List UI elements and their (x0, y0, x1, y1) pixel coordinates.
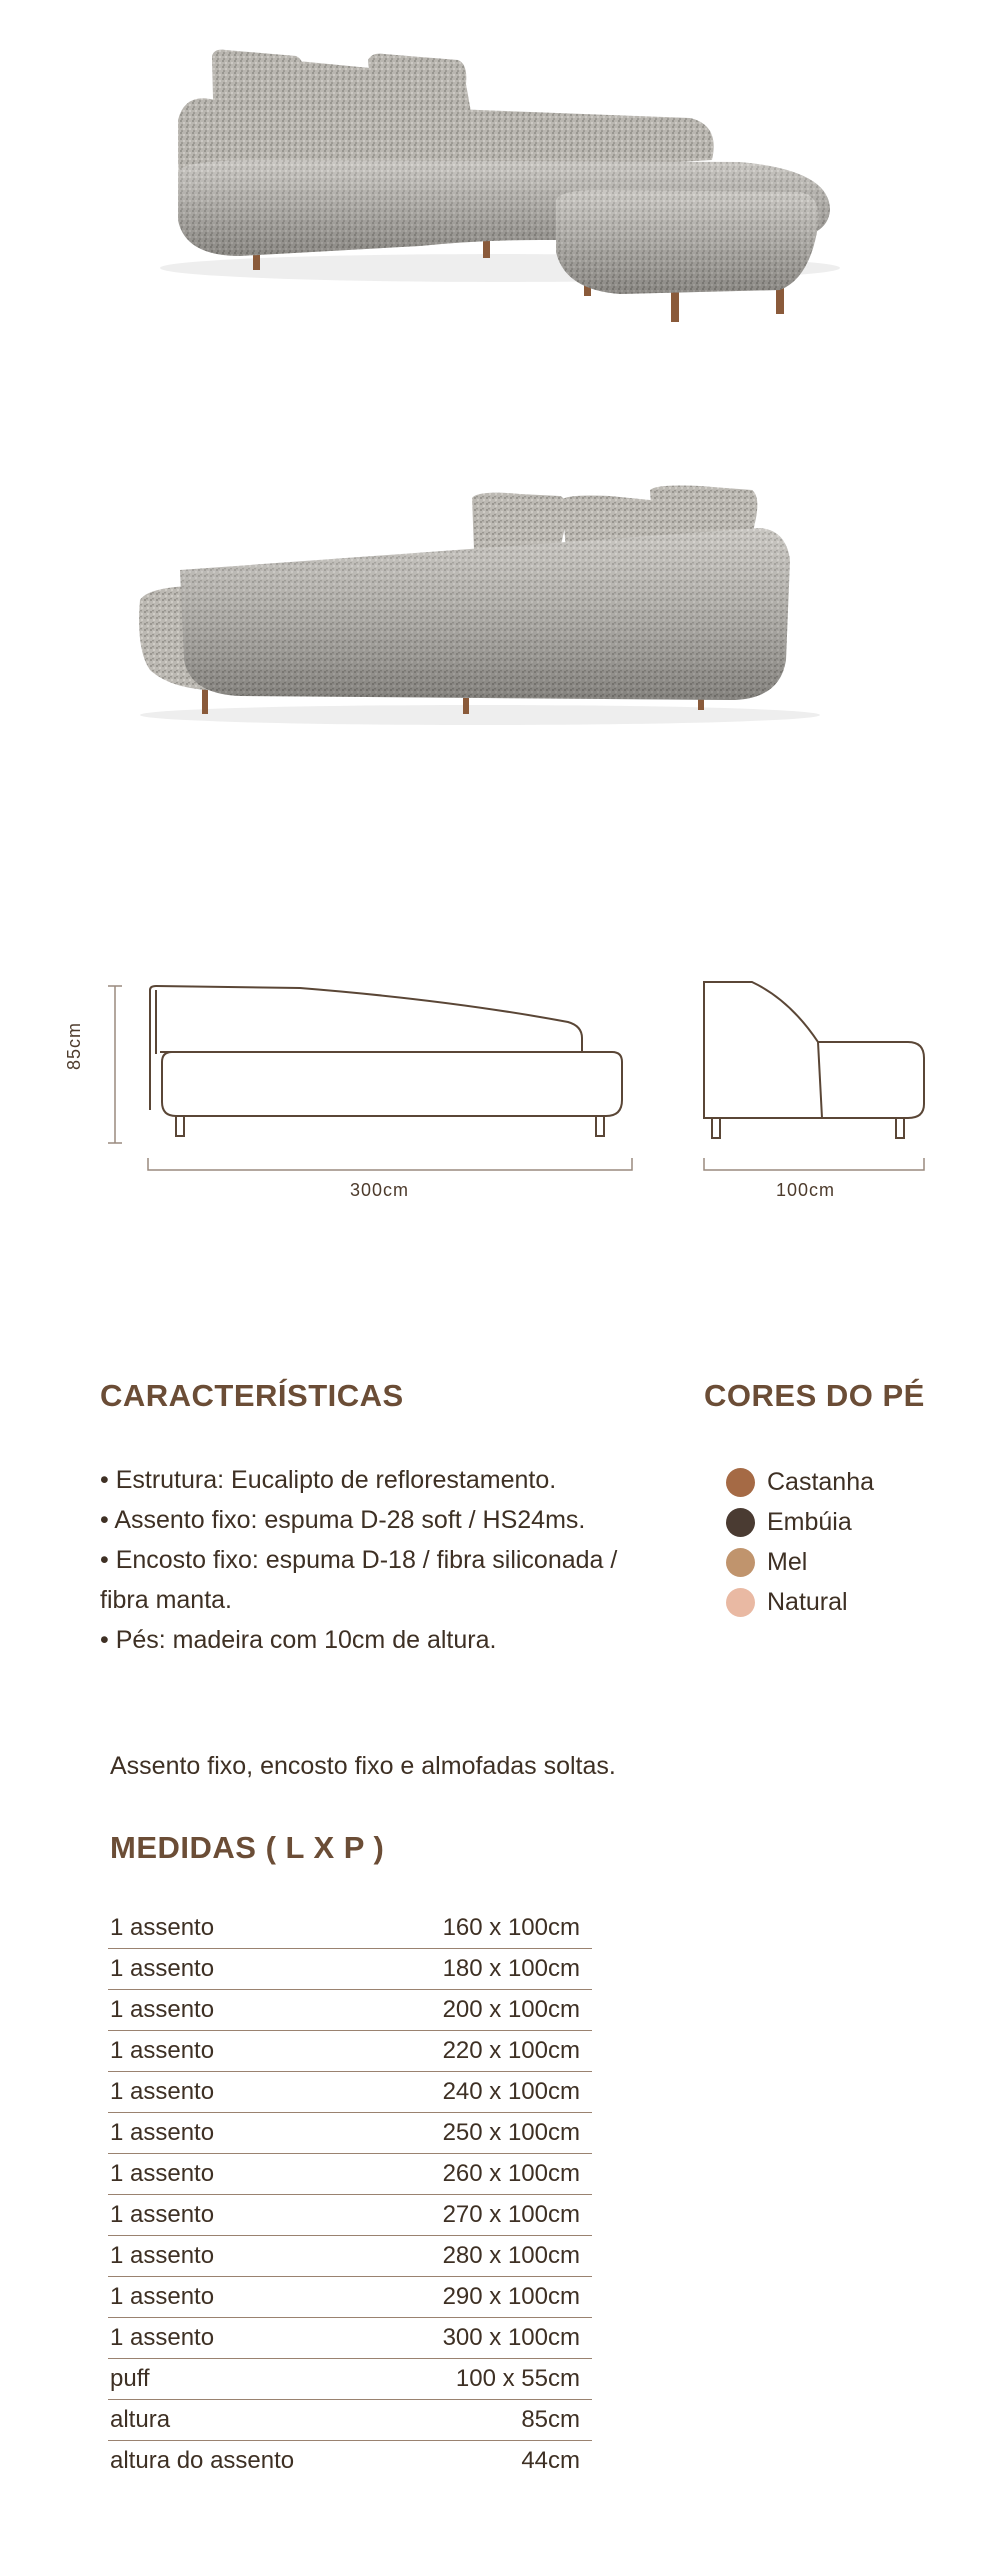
table-row (108, 2031, 592, 2072)
cores-title: CORES DO PÉ (704, 1378, 925, 1413)
width-dimension-label: 300cm (350, 1180, 410, 1200)
row-label: 1 assento (110, 2160, 215, 2187)
table-row (108, 2154, 592, 2195)
row-label: altura (110, 2406, 171, 2433)
row-label: puff (110, 2365, 150, 2392)
sofa-back-photo (0, 460, 1000, 760)
row-label: 1 assento (110, 2324, 215, 2351)
row-value: 220 x 100cm (442, 2037, 580, 2064)
row-label: 1 assento (110, 1996, 215, 2023)
caracteristicas-title: CARACTERÍSTICAS (100, 1378, 404, 1413)
cores-list (726, 1462, 874, 1622)
medidas-table (108, 1908, 592, 2481)
depth-dimension-label: 100cm (776, 1180, 836, 1200)
row-label: 1 assento (110, 2037, 215, 2064)
row-value: 250 x 100cm (442, 2119, 580, 2146)
product-note: Assento fixo, encosto fixo e almofadas soltas. (110, 1752, 616, 1780)
row-label: 1 assento (110, 1955, 215, 1982)
row-value: 240 x 100cm (442, 2078, 580, 2105)
sofa-front-photo (0, 0, 1000, 360)
row-value: 100 x 55cm (455, 2365, 580, 2392)
color-label: Mel (767, 1547, 808, 1576)
table-row (108, 2359, 592, 2400)
row-label: 1 assento (110, 2283, 215, 2310)
color-swatch (726, 1588, 755, 1617)
row-value: 270 x 100cm (442, 2201, 580, 2228)
dimension-diagram (0, 960, 1000, 1220)
row-value: 44cm (521, 2447, 580, 2474)
spec-item: • Estrutura: Eucalipto de reflorestamento. (100, 1466, 557, 1494)
row-value: 180 x 100cm (442, 1955, 580, 1982)
row-value: 160 x 100cm (442, 1914, 580, 1941)
table-row (108, 1949, 592, 1990)
spec-item: • Assento fixo: espuma D-28 soft / HS24ms. (100, 1506, 586, 1534)
color-swatch (726, 1548, 755, 1577)
color-label: Natural (767, 1587, 848, 1616)
spec-item: fibra manta. (100, 1586, 233, 1614)
spec-item: • Encosto fixo: espuma D-18 / fibra siliconada / (100, 1546, 618, 1574)
table-row (108, 2277, 592, 2318)
table-row (108, 2400, 592, 2441)
row-value: 260 x 100cm (442, 2160, 580, 2187)
color-swatch (726, 1468, 755, 1497)
medidas-title: MEDIDAS ( L X P ) (110, 1830, 385, 1865)
color-option-natural (726, 1582, 874, 1622)
color-swatch (726, 1508, 755, 1537)
table-row (108, 2195, 592, 2236)
row-value: 290 x 100cm (442, 2283, 580, 2310)
row-label: 1 assento (110, 2078, 215, 2105)
table-row (108, 2113, 592, 2154)
spec-item: • Pés: madeira com 10cm de altura. (100, 1626, 497, 1654)
row-value: 280 x 100cm (442, 2242, 580, 2269)
table-row (108, 1908, 592, 1949)
row-value: 300 x 100cm (442, 2324, 580, 2351)
row-value: 85cm (521, 2406, 580, 2433)
table-row (108, 2236, 592, 2277)
color-option-embuia (726, 1502, 874, 1542)
table-row (108, 2072, 592, 2113)
row-label: 1 assento (110, 2119, 215, 2146)
color-option-castanha (726, 1462, 874, 1502)
table-row (108, 2441, 592, 2481)
row-value: 200 x 100cm (442, 1996, 580, 2023)
table-row (108, 2318, 592, 2359)
height-dimension-label: 85cm (64, 1021, 84, 1070)
row-label: 1 assento (110, 2201, 215, 2228)
row-label: 1 assento (110, 1914, 215, 1941)
row-label: altura do assento (110, 2447, 295, 2474)
caracteristicas-list (100, 1460, 680, 1660)
color-option-mel (726, 1542, 874, 1582)
color-label: Castanha (767, 1467, 875, 1496)
row-label: 1 assento (110, 2242, 215, 2269)
color-label: Embúia (767, 1507, 852, 1536)
table-row (108, 1990, 592, 2031)
